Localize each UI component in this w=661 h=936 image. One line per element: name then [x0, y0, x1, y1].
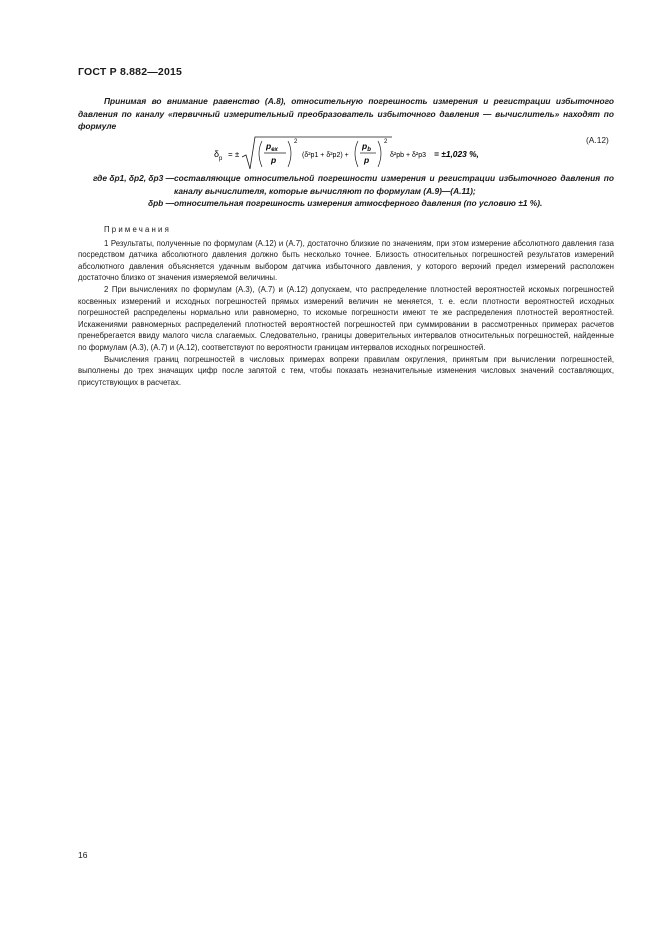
equation-number: (А.12)	[586, 135, 609, 145]
formula-pm: = ±	[228, 150, 240, 159]
where-prefix: где	[93, 173, 107, 183]
note-2: 2 При вычислениях по формулам (А.3), (А.7) и (А.12) допускаем, что распределение плотностей вероятностей искомых погрешностей косвенных измерений и исходных погрешностей прямых измерений величин не меняется, т. е. если плотности вероятностей исходных погрешностей распределены нормально или равномерно, то искомые погрешности имеют те же распределения плотностей вероятностей. Искажениями равномерных распределений плотностей вероятностей погрешностей при суммировании в рассмотренных примерах расчетов пренебрегается ввиду малого числа слагаемых. Следовательно, границы доверительных интервалов относительных погрешностей, найденные по формулам (А.3), (А.7) и (А.12), соответствуют по вероятности границам интервалов исходных погрешностей.	[78, 284, 614, 352]
frac1-denominator: р	[271, 155, 277, 165]
formula-result: = ±1,023 %,	[434, 149, 479, 159]
definition-row-2-symbol: δрb —	[147, 198, 174, 208]
frac1-numerator: $р_{ех}$	[266, 141, 278, 153]
definition-row-2-text: относительная погрешность измерения атмосферного давления (по условию ±1 %).	[174, 198, 543, 208]
definition-row-1-symbols	[78, 172, 174, 185]
frac2-numerator: $р_b$	[362, 141, 371, 153]
frac2-denominator: р	[364, 155, 370, 165]
exp-2-b: 2	[384, 139, 388, 145]
formula-a12	[212, 135, 512, 175]
paren-right-1	[288, 141, 291, 167]
formula-lhs: $\delta_р$	[214, 149, 223, 162]
exp-2-a: 2	[294, 139, 298, 145]
notes-section	[78, 224, 614, 388]
row1-symbols: δр1, δр2, δр3 —	[109, 173, 174, 183]
variable-definitions	[78, 172, 614, 210]
note-3: Вычисления границ погрешностей в числовых примерах вопреки правилам округления, принятым при вычислении погрешностей, выполнены до трех значащих цифр после запятой с тем, чтобы показать незначительные изменения числовых значений составляющих, присутствующих в расчетах.	[78, 354, 614, 387]
notes-title: Примечания	[104, 225, 172, 234]
formula-term1: (δ²р1 + δ²р2) +	[302, 152, 349, 159]
paren-right-2	[378, 141, 381, 167]
page-header: ГОСТ Р 8.882—2015	[78, 66, 183, 78]
formula-term2: δ²рb + δ²р3	[390, 152, 427, 159]
intro-text: Принимая во внимание равенство (А.8), относительную погрешность измерения и регистрации избыточного давления по каналу «первичный измерительный преобразователь избыточного давления — вычислитель» находят по формуле	[78, 96, 614, 131]
note-1: 1 Результаты, полученные по формулам (А.12) и (А.7), достаточно близкие по значениям, при этом измерение абсолютного давления газа посредством датчика абсолютного давления должно быть несколько точнее. Близость относительных погрешностей результатов измерений абсолютного давления объясняется удачным выбором датчика избыточного давления, у которого верхний предел измерений расположен достаточно близко от значения измеряемой величины.	[78, 238, 614, 283]
intro-paragraph	[78, 95, 614, 133]
paren-left-2	[355, 141, 358, 167]
definition-row-1-text: составляющие относительной погрешности измерения и регистрации избыточного давления по каналу вычислителя, которые вычисляют по формулам (А.9)—(А.11);	[174, 173, 614, 196]
page-number: 16	[78, 850, 88, 860]
paren-left-1	[259, 141, 262, 167]
definition-row-1	[78, 172, 614, 197]
definition-row-2	[78, 197, 614, 210]
